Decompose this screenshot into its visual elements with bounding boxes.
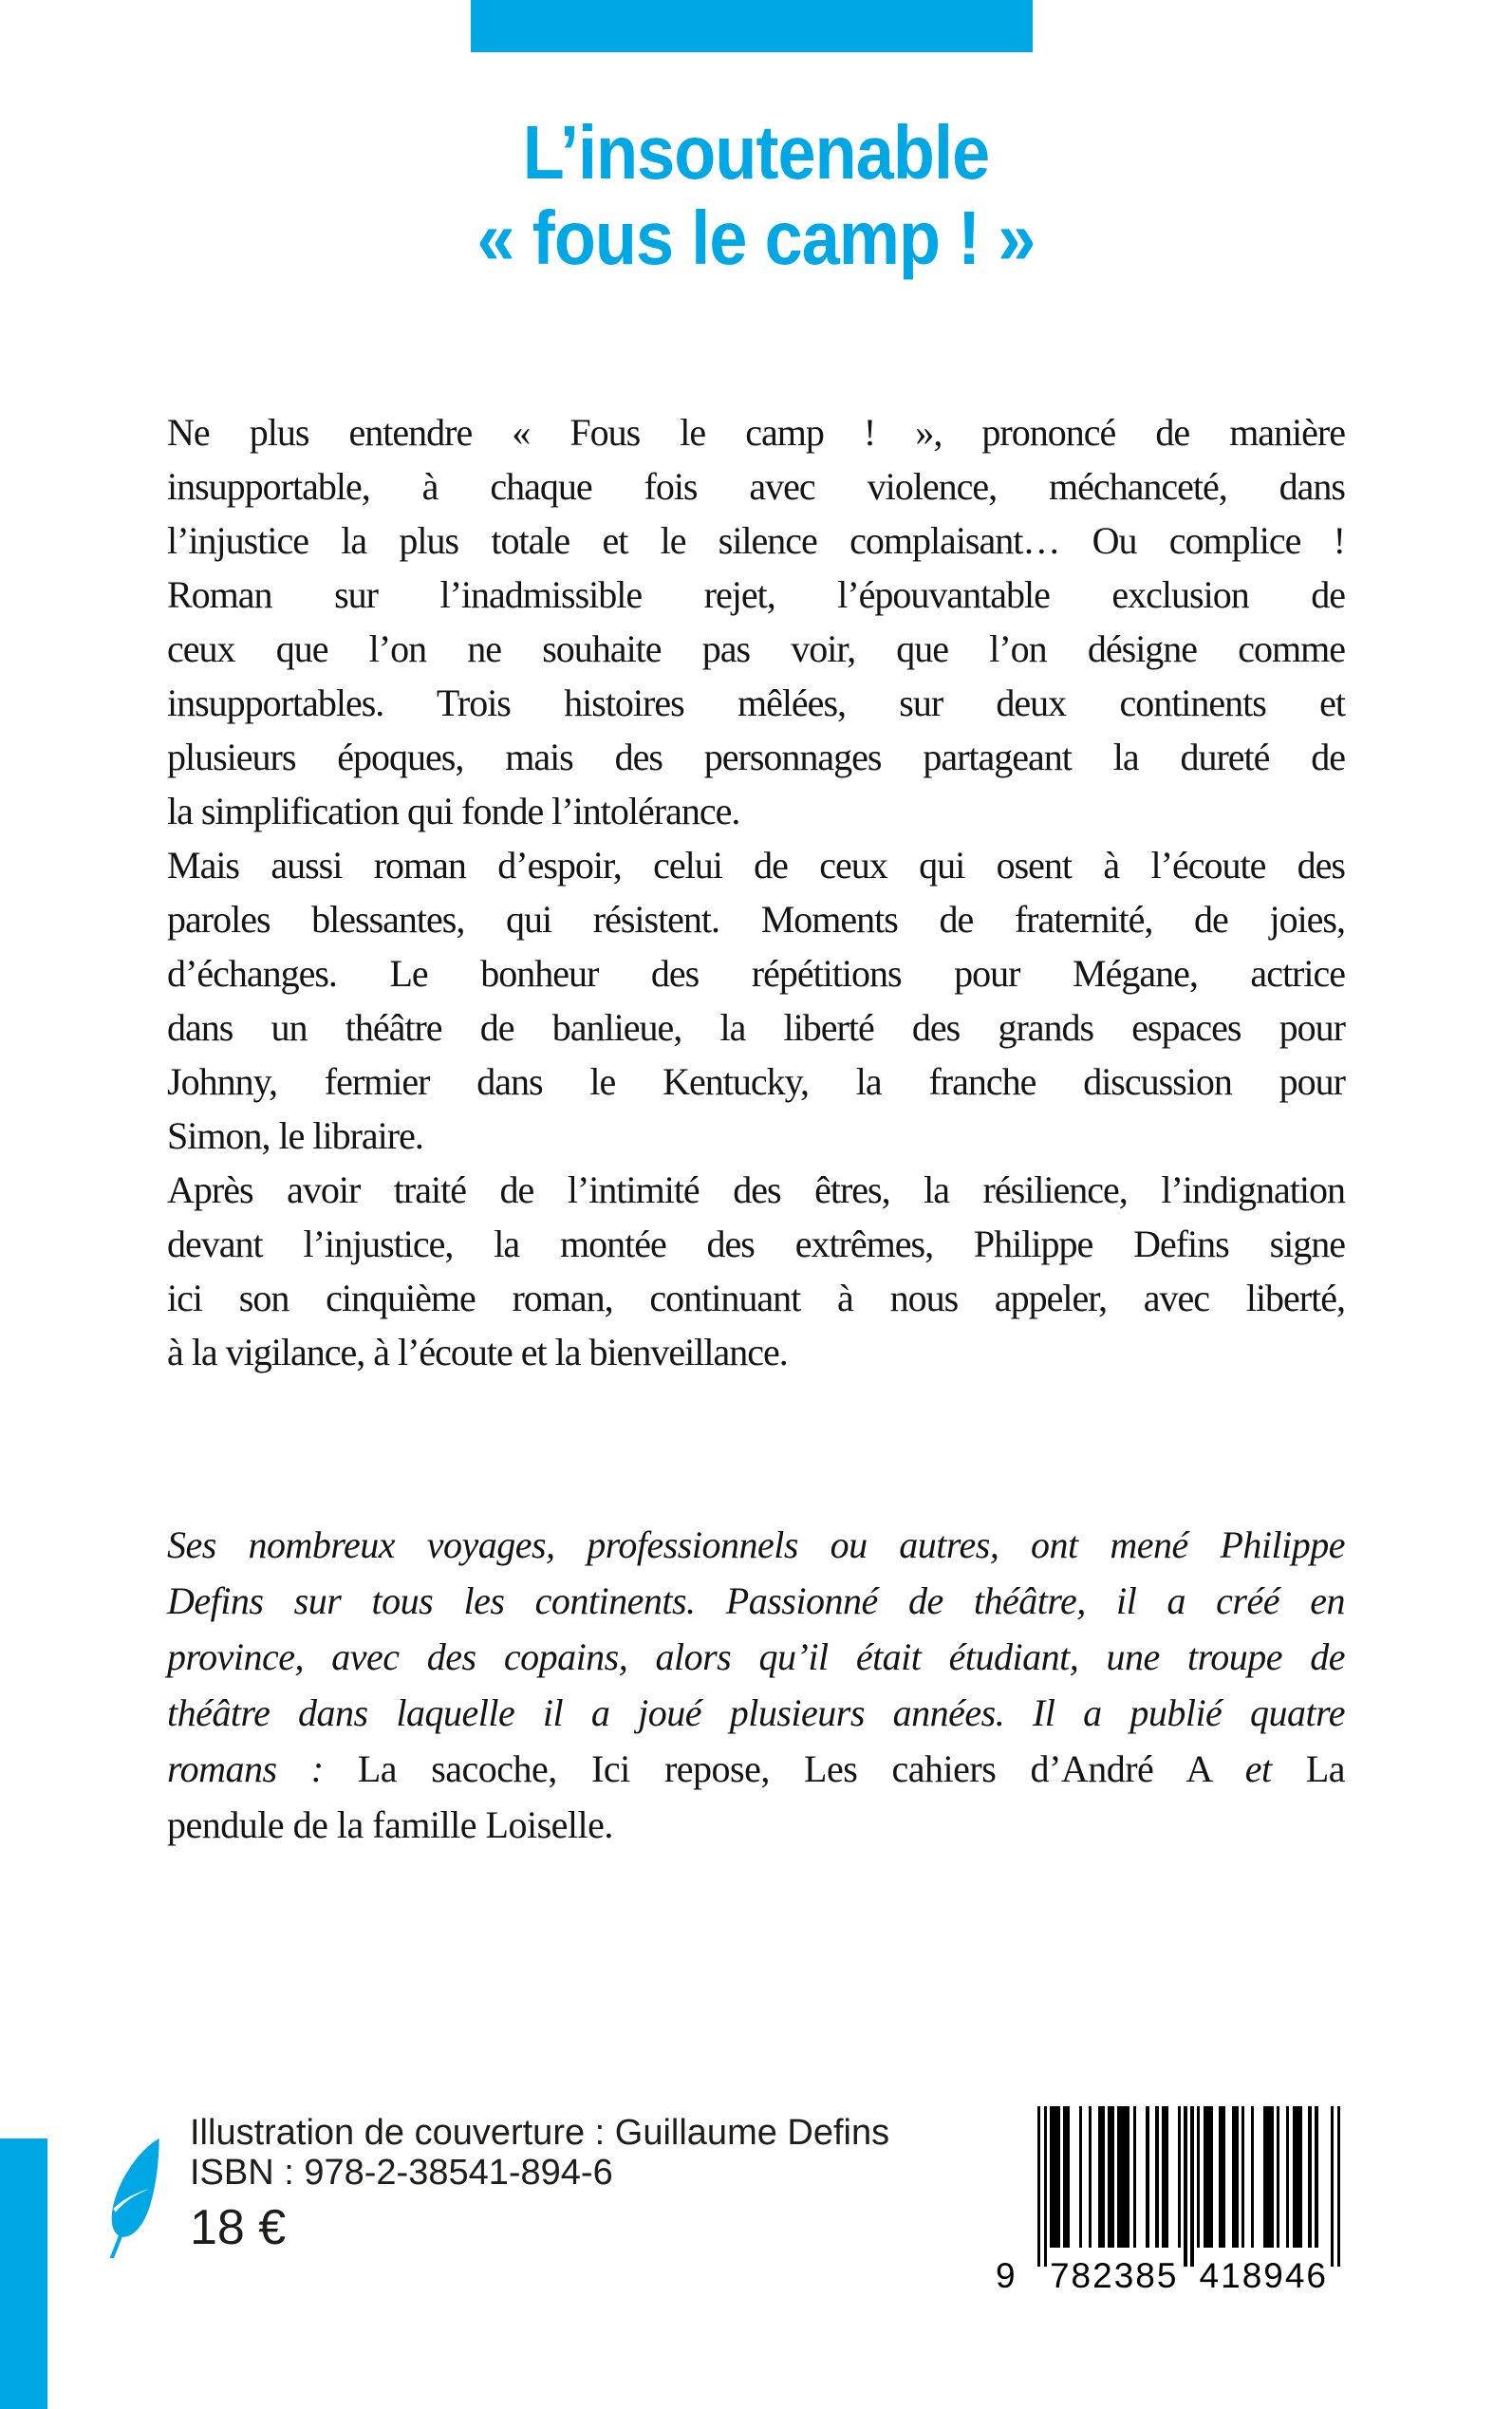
barcode-bar (1146, 2106, 1148, 2248)
barcode-digits (996, 2254, 1340, 2298)
synopsis-line: l’injustice la plus totale et le silence complaisant… Ou complice ! (167, 519, 1345, 562)
feather-icon (104, 2137, 163, 2258)
barcode-bar (1235, 2106, 1238, 2248)
bio-roman-segment: La (1271, 1747, 1346, 1790)
synopsis-line: Ne plus entendre « Fous le camp ! », prononcé de manière (167, 411, 1345, 454)
barcode-bar (1277, 2106, 1279, 2248)
synopsis-line: Mais aussi roman d’espoir, celui de ceux qui osent à l’écoute des (167, 844, 1345, 887)
synopsis-line: Après avoir traité de l’intimité des êtres, la résilience, l’indignation (167, 1168, 1345, 1211)
barcode-bar (1089, 2106, 1092, 2248)
credits-block (190, 2113, 889, 2193)
barcode-bar (1165, 2106, 1167, 2248)
barcode-bar (1315, 2106, 1317, 2248)
book-title (76, 110, 1437, 281)
barcode-bar (1178, 2106, 1181, 2248)
barcode-bar (1133, 2106, 1136, 2248)
barcode-bar (1197, 2106, 1200, 2248)
bio-line (167, 1573, 1345, 1629)
price-label: 18 € (190, 2200, 287, 2255)
barcode-bar (1190, 2106, 1193, 2267)
barcode-bar (1111, 2106, 1113, 2248)
barcode-bar (1037, 2106, 1040, 2267)
bio-line (167, 1629, 1345, 1685)
barcode-bar (1223, 2106, 1225, 2248)
barcode-bar (1056, 2106, 1059, 2248)
synopsis-line: devant l’injustice, la montée des extrêmes, Philippe Defins signe (167, 1223, 1345, 1265)
barcode-bar (1101, 2106, 1104, 2248)
synopsis-line: la simplification qui fonde l’intolérance. (167, 790, 740, 832)
bio-italic-segment: romans : (167, 1747, 358, 1790)
synopsis-text (167, 405, 1345, 1379)
barcode-bar (1044, 2106, 1047, 2267)
barcode-bar (1337, 2106, 1340, 2267)
title-line-1: L’insoutenable (522, 110, 990, 195)
synopsis-line: Roman sur l’inadmissible rejet, l’épouvantable exclusion de (167, 573, 1345, 616)
bio-line (167, 1797, 1345, 1853)
bio-italic-segment: et (1244, 1747, 1272, 1790)
bio-roman-segment: La sacoche, Ici repose, Les cahiers d’André A (357, 1747, 1245, 1790)
top-blue-bar (471, 0, 1033, 52)
barcode-bar (1127, 2106, 1129, 2248)
synopsis-line: ici son cinquième roman, continuant à nous appeler, avec liberté, (167, 1277, 1345, 1319)
bio-line (167, 1517, 1345, 1573)
synopsis-line: insupportables. Trois histoires mêlées, sur deux continents et (167, 682, 1345, 724)
bio-italic-segment: Defins sur tous les continents. Passionné de théâtre, il a créé en (167, 1579, 1345, 1622)
barcode-bars (1037, 2106, 1340, 2267)
barcode-bar (1184, 2106, 1186, 2267)
bio-line (167, 1741, 1345, 1797)
synopsis-line: Simon, le libraire. (167, 1114, 423, 1157)
synopsis-line: dans un théâtre de banlieue, la liberté des grands espaces pour (167, 1006, 1345, 1049)
bio-italic-segment: théâtre dans laquelle il a joué plusieurs années. Il a publié quatre (167, 1691, 1345, 1734)
synopsis-line: ceux que l’on ne souhaite pas voir, que l’on désigne comme (167, 627, 1345, 670)
barcode (996, 2106, 1340, 2301)
barcode-bar (1241, 2106, 1244, 2248)
illustration-credit: Illustration de couverture : Guillaume Defins (190, 2113, 890, 2153)
barcode-bar (1155, 2106, 1158, 2248)
bio-italic-segment: province, avec des copains, alors qu’il était étudiant, une troupe de (167, 1635, 1345, 1678)
barcode-bar (1209, 2106, 1212, 2248)
barcode-left-digits: 782385 (1049, 2256, 1179, 2295)
synopsis-line: d’échanges. Le bonheur des répétitions pour Mégane, actrice (167, 952, 1345, 995)
bio-line (167, 1685, 1345, 1741)
barcode-bar (1066, 2106, 1069, 2248)
isbn-line: ISBN : 978-2-38541-894-6 (190, 2153, 613, 2193)
barcode-bar (1286, 2106, 1289, 2248)
synopsis-line: plusieurs époques, mais des personnages partageant la dureté de (167, 736, 1345, 778)
barcode-bar (1251, 2106, 1254, 2248)
barcode-bar (1079, 2106, 1082, 2248)
barcode-bar (1308, 2106, 1311, 2248)
synopsis-line: à la vigilance, à l’écoute et la bienveillance. (167, 1331, 788, 1373)
title-line-2: « fous le camp ! » (476, 196, 1036, 280)
barcode-right-digits: 418946 (1199, 2256, 1329, 2295)
barcode-bar (1331, 2106, 1334, 2267)
synopsis-line: insupportable, à chaque fois avec violence, méchanceté, dans (167, 465, 1345, 508)
bio-italic-segment: Ses nombreux voyages, professionnels ou autres, ont mené Philippe (167, 1523, 1345, 1566)
barcode-bar (1298, 2106, 1301, 2248)
synopsis-line: Johnny, fermier dans le Kentucky, la franche discussion pour (167, 1060, 1345, 1103)
barcode-prefix-digit: 9 (996, 2256, 1016, 2295)
bio-roman-segment: pendule de la famille Loiselle. (167, 1803, 613, 1846)
synopsis-line: paroles blessantes, qui résistent. Moments de fraternité, de joies, (167, 898, 1345, 941)
barcode-bar (1270, 2106, 1273, 2248)
spine-blue-strip (0, 2138, 47, 2409)
author-bio-text (167, 1517, 1345, 1853)
